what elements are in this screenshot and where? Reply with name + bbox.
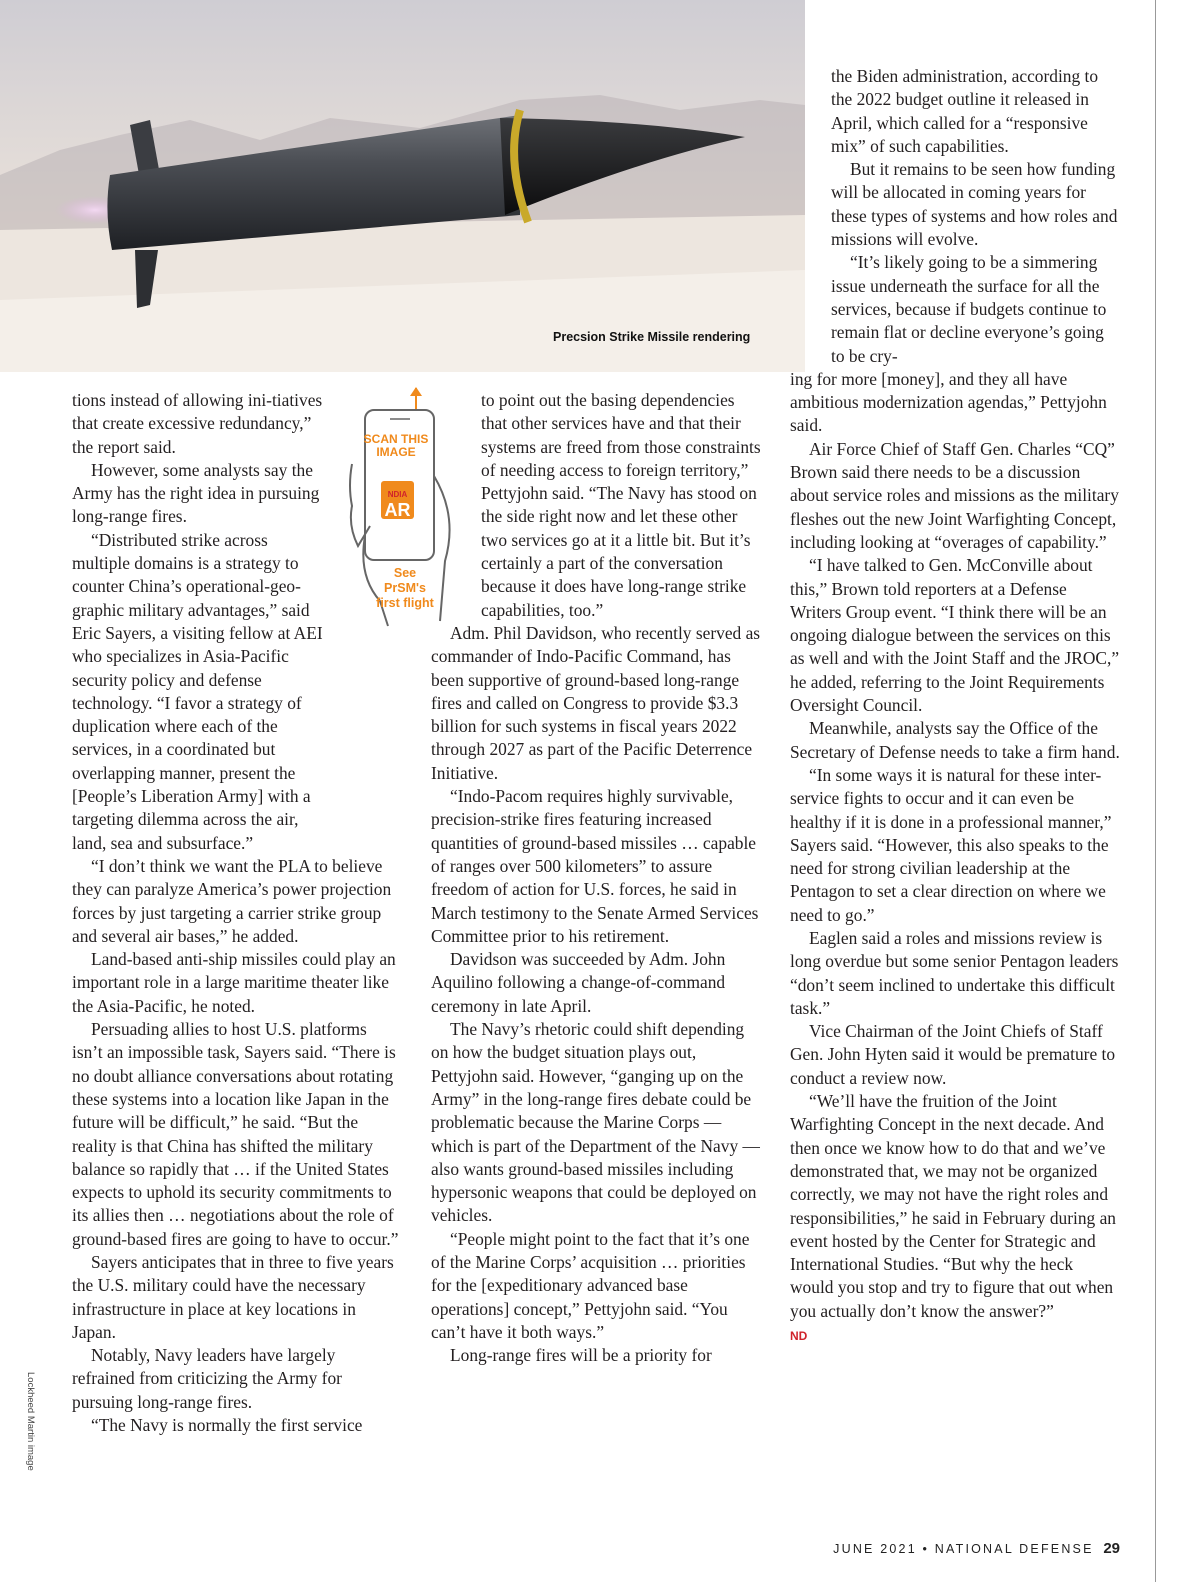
paragraph: the Biden administration, according to the 2022 budget outline it released in April, which called for a “responsive mix” of such capabilities. (831, 66, 1099, 156)
issue-label: JUNE 2021 • NATIONAL DEFENSE (833, 1542, 1094, 1556)
page-number: 29 (1103, 1540, 1120, 1557)
scan-this-image-label: SCAN THIS IMAGE (363, 432, 429, 459)
paragraph: “We’ll have the fruition of the Joint Warfighting Concept in the next decade. And then once we know how to do that and we’ve demonstrated that, we may not be organized correctly, we may not have the right roles and responsibilities,” he said in February during an event hosted by the Center for Strategic and International Studies. “But why the heck would you stop and try to figure that out when you actually don’t know the answer?” (790, 1091, 1117, 1321)
paragraph: Davidson was succeeded by Adm. John Aquilino following a change-of-command ceremony in late April. (431, 949, 726, 1016)
paragraph: Sayers anticipates that in three to five years the U.S. military could have the necessary infrastructure in place at key locations in Japan. (72, 1251, 394, 1342)
missile-photo (0, 0, 805, 372)
paragraph: Meanwhile, analysts say the Office of the Secretary of Defense needs to take a firm hand. (790, 718, 1120, 762)
page-edge-line (1155, 0, 1156, 1582)
paragraph: “Distributed strike across multiple domains is a strategy to counter China’s operational-geo-graphic military advantages,” said Eric Sayers, a visiting fellow at AEI who specializes in Asia-Pacific security policy and defense technology. “I favor a strategy of duplication where each of the services, in a coordinated but overlapping manner, present the [People’s Liberation Army] with a targeting dilemma across the air, land, sea and subsurface.” (72, 529, 323, 853)
image-credit: Lockheed Martin image (25, 1372, 36, 1471)
column-1 (72, 389, 400, 1437)
image-caption: Precsion Strike Missile rendering (553, 330, 751, 344)
paragraph: “It’s likely going to be a simmering issue underneath the surface for all the services, because if budgets continue to remain flat or decline everyone’s going to be cry- (831, 252, 1107, 366)
paragraph: “I don’t think we want the PLA to believe they can paralyze America’s power projection forces by just targeting a carrier strike group and several air bases,” he added. (72, 855, 392, 946)
paragraph: Land-based anti-ship missiles could play an important role in a large maritime theater like the Asia-Pacific, he noted. (72, 949, 396, 1016)
paragraph: But it remains to be seen how funding will be allocated in coming years for these types of systems and how roles and missions will evolve. (831, 159, 1118, 250)
column-2 (431, 389, 761, 1367)
paragraph: to point out the basing dependencies that other services have and that their systems are freed from those constraints of needing access to foreign territory,” Pettyjohn said. “The Navy has stood on the side right now and let these other two services go at it a little bit. But it’s certainly a part of the conversation because it does have long-range strike capabilities, too.” (481, 390, 761, 620)
paragraph: Eaglen said a roles and missions review is long overdue but some senior Pentagon leaders “don’t seem inclined to undertake this difficult task.” (790, 927, 1119, 1018)
paragraph: Persuading allies to host U.S. platforms isn’t an impossible task, Sayers said. “There is no doubt alliance conversations about rotating these systems into a location like Japan in the future will be difficult,” he said. “But the reality is that China has shifted the military balance so rapidly that … if the United States expects to uphold its security commitments to its allies then … negotiations about the role of ground-based fires are going to have to occur.” (72, 1019, 399, 1249)
end-mark: ND (790, 1329, 808, 1344)
paragraph: The Navy’s rhetoric could shift depending on how the budget situation plays out, Pettyjohn said. However, “ganging up on the Army” in the long-range fires debate could be problematic because the Marine Corps — which is part of the Department of the Navy — also wants ground-based missiles including hypersonic weapons that could be deployed on vehicles. (431, 1019, 760, 1226)
paragraph: “The Navy is normally the first service (91, 1415, 363, 1436)
paragraph: Notably, Navy leaders have largely refrained from criticizing the Army for pursuing long-range fires. (72, 1345, 342, 1412)
ar-label: AR (384, 500, 411, 520)
column-3 (790, 65, 1120, 1348)
paragraph: Long-range fires will be a priority for (450, 1345, 712, 1366)
ndia-logo: NDIA (387, 490, 408, 499)
paragraph: “In some ways it is natural for these inter-service fights to occur and it can even be healthy if it is done in a professional manner,” Sayers said. “However, this also speaks to the need for strong civilian leadership at the Pentagon to set a clear direction on where we need to go.” (790, 764, 1112, 925)
paragraph: Adm. Phil Davidson, who recently served as commander of Indo-Pacific Command, has been supportive of ground-based long-range fires and called on Congress to provide $3.3 billion for such systems in fiscal years 2022 through 2027 as part of the Pacific Deterrence Initiative. (431, 622, 761, 783)
see-first-flight-label[interactable]: See PrSM's first flight (376, 566, 434, 610)
paragraph: Vice Chairman of the Joint Chiefs of Staff Gen. John Hyten said it would be premature to conduct a review now. (790, 1021, 1116, 1088)
paragraph: Air Force Chief of Staff Gen. Charles “CQ” Brown said there needs to be a discussion about service roles and missions as the military fleshes out the new Joint Warfighting Concept, including looking at “overages of capability.” (790, 438, 1119, 552)
page-footer (700, 1540, 1120, 1557)
paragraph: ing for more [money], and they all have ambitious modernization agendas,” Pettyjohn said. (790, 368, 1107, 436)
paragraph: “I have talked to Gen. McConville about this,” Brown told reporters at a Defense Writers Group event. “I think there will be an ongoing dialogue between the services on this as well and with the Joint Staff and the JROC,” he added, referring to the Joint Requirements Oversight Council. (790, 555, 1120, 716)
paragraph: However, some analysts say the Army has the right idea in pursuing long-range fires. (72, 459, 320, 527)
paragraph: “People might point to the fact that it’s one of the Marine Corps’ acquisition … priorities for the [expeditionary advanced base operations] concept,” Pettyjohn said. “You can’t have it both ways.” (431, 1228, 750, 1342)
paragraph: “Indo-Pacom requires highly survivable, precision-strike fires featuring increased quantities of ground-based missiles … capable of ranges over 500 kilometers” to assure freedom of action for U.S. forces, he said in March testimony to the Senate Armed Services Committee prior to his retirement. (431, 786, 759, 946)
missile-illustration (0, 0, 805, 372)
paragraph: tions instead of allowing ini-tiatives that create excessive redundancy,” the report said. (72, 390, 323, 457)
